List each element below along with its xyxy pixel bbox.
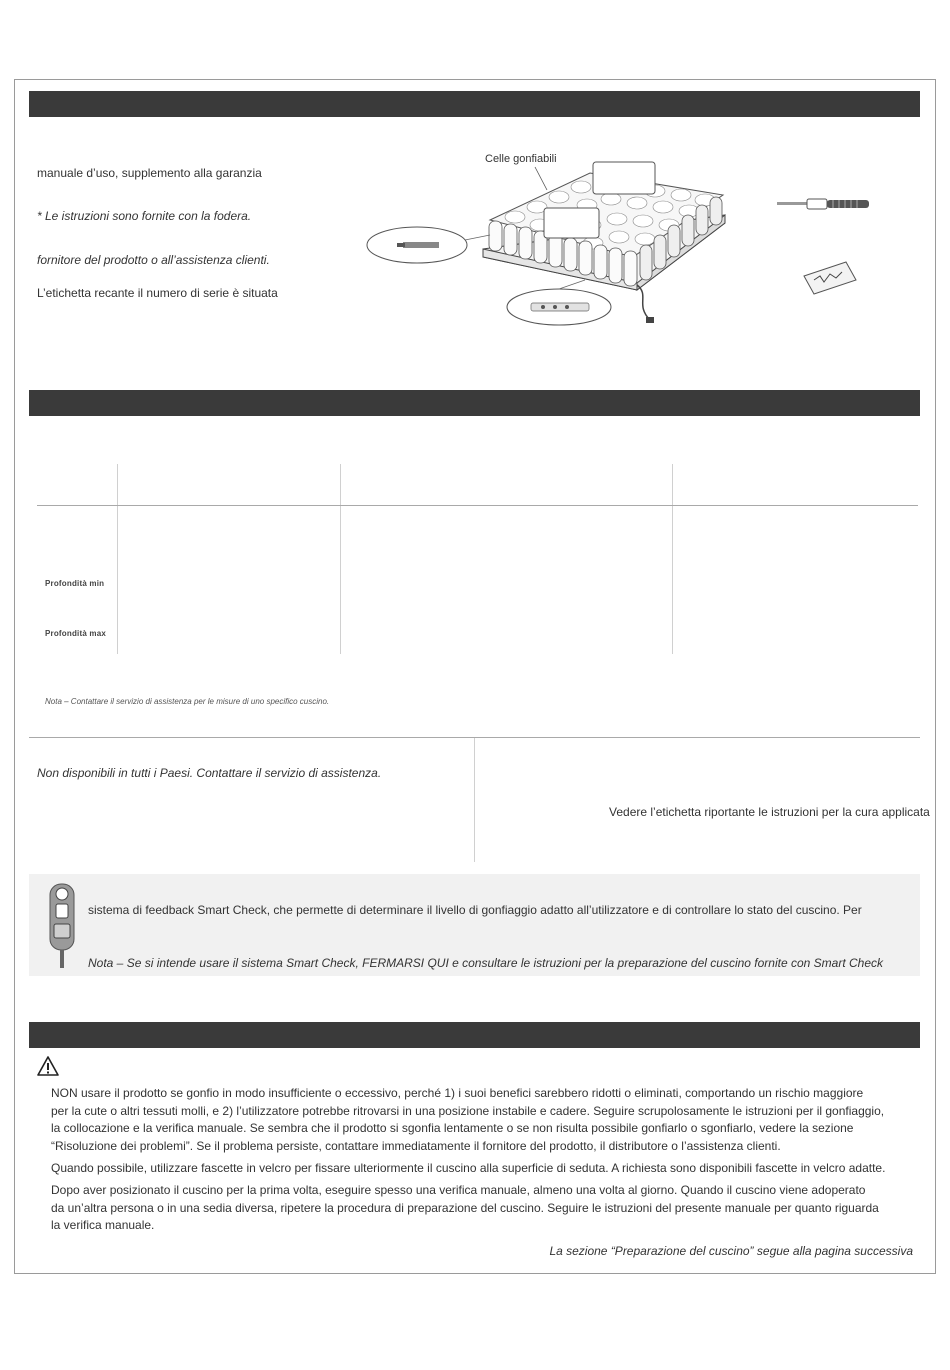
table-col-divider-1 bbox=[117, 464, 118, 654]
table-note: Nota – Contattare il servizio di assistenza per le misure di uno specifico cuscino. bbox=[45, 697, 330, 706]
warning-paragraph-2: Quando possibile, utilizzare fascette in velcro per fissare ulteriormente il cuscino alla superficie di seduta. A richiesta sono disponibili fascette in velcro adatte. bbox=[51, 1161, 886, 1175]
warning-p1-line-1: NON usare il prodotto se gonfio in modo insufficiente o eccessivo, perché 1) i suoi benefici sarebbero ridotti o eliminati, comportando un rischio maggiore bbox=[51, 1086, 864, 1100]
intro-line-2: * Le istruzioni sono fornite con la fodera. bbox=[37, 209, 252, 223]
table-header-rule bbox=[37, 505, 918, 506]
section-header-bar-3 bbox=[29, 1022, 920, 1048]
warning-triangle-icon bbox=[36, 1055, 60, 1077]
availability-divider bbox=[474, 738, 475, 862]
row-label-max-depth: Profondità max bbox=[45, 629, 107, 638]
warning-p3-line-2: da un’altra persona o in una sedia diversa, ripetere la procedura di preparazione del cuscino. Seguire le istruzioni del presente manuale per quanto riguarda bbox=[51, 1200, 879, 1215]
section-header-bar-2 bbox=[29, 390, 920, 416]
availability-text: Non disponibili in tutti i Paesi. Contattare il servizio di assistenza. bbox=[37, 766, 382, 780]
row-label-min-depth: Profondità min bbox=[45, 579, 105, 588]
callout-label-blank-1 bbox=[593, 162, 655, 194]
label-card-icon bbox=[800, 258, 860, 298]
intro-line-4: L’etichetta recante il numero di serie è situata bbox=[37, 286, 278, 300]
smart-check-note: Nota – Se si intende usare il sistema Smart Check, FERMARSI QUI e consultare le istruzioni per la preparazione del cuscino fornite con Smart Check bbox=[88, 956, 884, 970]
intro-line-1: manuale d’uso, supplemento alla garanzia bbox=[37, 166, 262, 180]
table-col-divider-2 bbox=[340, 464, 341, 654]
smart-check-text: sistema di feedback Smart Check, che permette di determinare il livello di gonfiaggio adatto all’utilizzatore e di controllare lo stato del cuscino. Per bbox=[88, 903, 862, 917]
warning-p3-line-3: la verifica manuale. bbox=[51, 1218, 155, 1232]
care-label-text: Vedere l’etichetta riportante le istruzioni per la cura applicata bbox=[609, 805, 930, 819]
warning-p1-line-2: per la cute o altri tessuti molli, e 2) l’utilizzatore potrebbe ritrovarsi in una posizione instabile e cadere. Seguire scrupolosamente le istruzioni per il gonfiaggio, bbox=[51, 1103, 885, 1118]
intro-line-3: fornitore del prodotto o all’assistenza clienti. bbox=[37, 253, 270, 267]
warning-paragraph-1 bbox=[51, 1085, 911, 1155]
cushion-illustration bbox=[365, 145, 885, 345]
callout-label-blank-2 bbox=[544, 208, 599, 238]
continued-next-page: La sezione “Preparazione del cuscino” segue alla pagina successiva bbox=[549, 1244, 913, 1258]
cells-label: Celle gonfiabili bbox=[485, 153, 557, 165]
smart-check-device-icon bbox=[47, 882, 77, 970]
warning-paragraph-3 bbox=[51, 1182, 911, 1235]
warning-p1-line-3: la collocazione e la verifica manuale. Se sembra che il prodotto si sgonfia lentamente o se non risulta possibile gonfiarlo o sgonfiarlo, vedere la sezione bbox=[51, 1121, 854, 1135]
warning-p1-line-4: “Risoluzione dei problemi”. Se il problema persiste, contattare immediatamente il fornitore del prodotto, il distributore o l’assistenza clienti. bbox=[51, 1138, 781, 1153]
section-header-bar-1 bbox=[29, 91, 920, 117]
table-col-divider-3 bbox=[672, 464, 673, 654]
warning-p3-line-1: Dopo aver posizionato il cuscino per la prima volta, eseguire spesso una verifica manuale, almeno una volta al giorno. Quando il cuscino viene adoperato bbox=[51, 1183, 866, 1197]
pump-icon bbox=[775, 195, 875, 215]
